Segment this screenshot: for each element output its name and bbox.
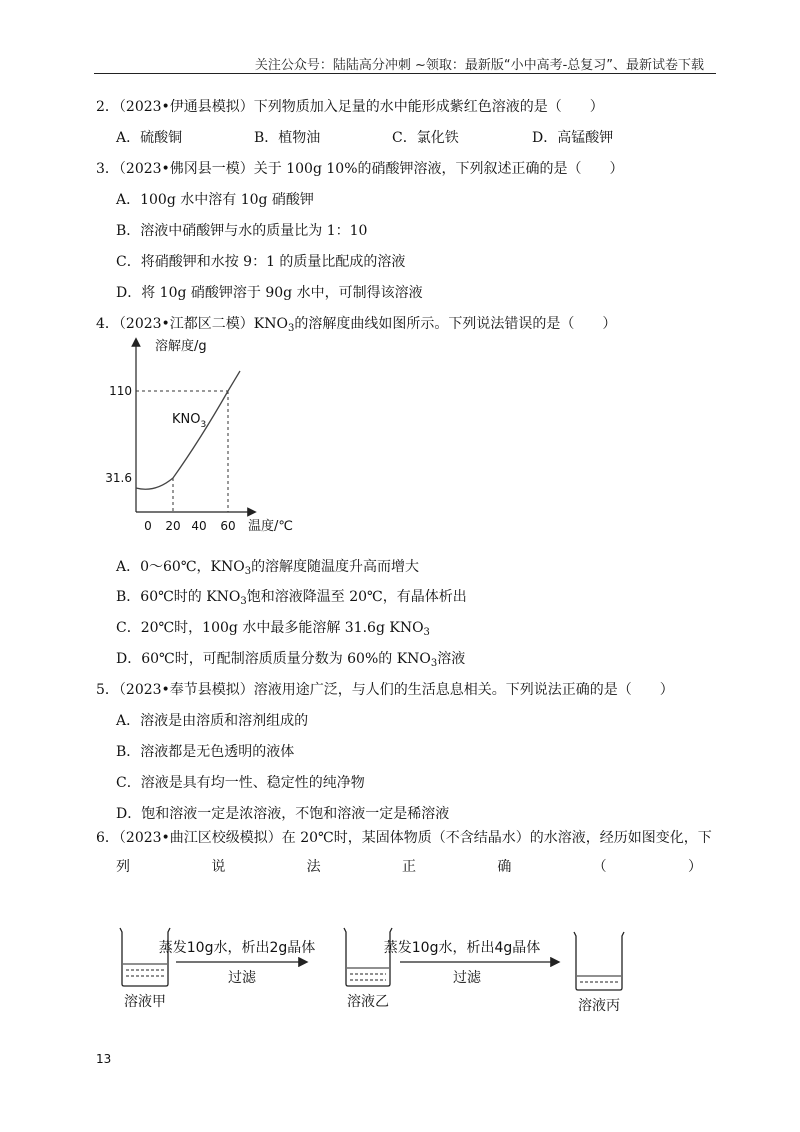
question-6-line2: 列 说 法 正 确 （ ） [116,859,702,875]
beaker-bing [574,932,624,990]
q4-option-d: D．60℃时，可配制溶质质量分数为 60%的 $KNO_3$溶液 [116,651,466,669]
q4-option-c: C．20℃时，100g 水中最多能溶解 31.6g $KNO_3$ [116,620,430,638]
evaporation-diagram [110,920,650,1030]
question-5-stem: 5．（2023•奉节县模拟）溶液用途广泛，与人们的生活息息相关。下列说法正确的是（ ） [96,682,674,698]
step2-top: 蒸发10g水，析出4g晶体 [383,940,541,956]
q2-option-d: D．高锰酸钾 [532,130,614,146]
q3-option-d: D．将 10g 硝酸钾溶于 90g 水中，可制得该溶液 [116,285,423,301]
solubility-chart [105,330,330,540]
beaker-label-bing: 溶液丙 [578,998,620,1014]
q4-option-a: A．0～60℃，$KNO_3$的溶解度随温度升高而增大 [116,559,420,577]
beaker-label-yi: 溶液乙 [347,994,389,1010]
page-header: 关注公众号：陆陆高分冲刺 ~领取：最新版“小中高考-总复习”、最新试卷下载 [254,58,704,73]
q5-option-c: C．溶液是具有均一性、稳定性的纯净物 [116,775,365,791]
q4-option-b: B．60℃时的 $KNO_3$饱和溶液降温至 20℃，有晶体析出 [116,589,467,607]
step2-bottom: 过滤 [453,970,481,986]
x-axis-label: 温度/℃ [248,519,293,534]
q5-option-d: D．饱和溶液一定是浓溶液，不饱和溶液一定是稀溶液 [116,806,450,822]
q3-option-a: A．100g 水中溶有 10g 硝酸钾 [116,192,314,208]
y-tick-31-6: 31.6 [105,471,132,485]
q3-option-c: C．将硝酸钾和水按 9：1 的质量比配成的溶液 [116,254,406,270]
beaker-jia [120,928,170,986]
q2-option-c: C．氯化铁 [392,130,459,146]
beaker-label-jia: 溶液甲 [124,994,166,1010]
q5-option-a: A．溶液是由溶质和溶剂组成的 [116,713,309,729]
question-6-stem: 6．（2023•曲江区校级模拟）在 20℃时，某固体物质（不含结晶水）的水溶液，经历如图变化，下 [96,830,712,846]
header-rule [94,73,716,74]
step1-bottom: 过滤 [228,970,256,986]
q3-option-b: B．溶液中硝酸钾与水的质量比为 1：10 [116,223,368,239]
x-tick-60: 60 [220,519,236,533]
series-label: $KNO_3$ [172,412,207,430]
q2-option-b: B．植物油 [254,130,321,146]
question-2-stem: 2．（2023•伊通县模拟）下列物质加入足量的水中能形成紫红色溶液的是（ ） [96,99,604,115]
step1-top: 蒸发10g水，析出2g晶体 [158,940,316,956]
y-tick-110: 110 [109,384,132,398]
x-tick-0: 0 [144,519,152,533]
x-tick-20: 20 [165,519,181,533]
kno3-curve [136,371,240,489]
y-axis-label: 溶解度/g [155,339,207,354]
question-4-stem: 4．（2023•江都区二模）$KNO_3$的溶解度曲线如图所示。下列说法错误的是（ ） [96,316,617,334]
beaker-yi [344,928,392,986]
q5-option-b: B．溶液都是无色透明的液体 [116,744,295,760]
q2-option-a: A．硫酸铜 [116,130,183,146]
page-number: 13 [96,1052,112,1066]
question-3-stem: 3．（2023•佛冈县一模）关于 100g 10%的硝酸钾溶液，下列叙述正确的是（ ） [96,161,624,177]
x-tick-40: 40 [191,519,207,533]
